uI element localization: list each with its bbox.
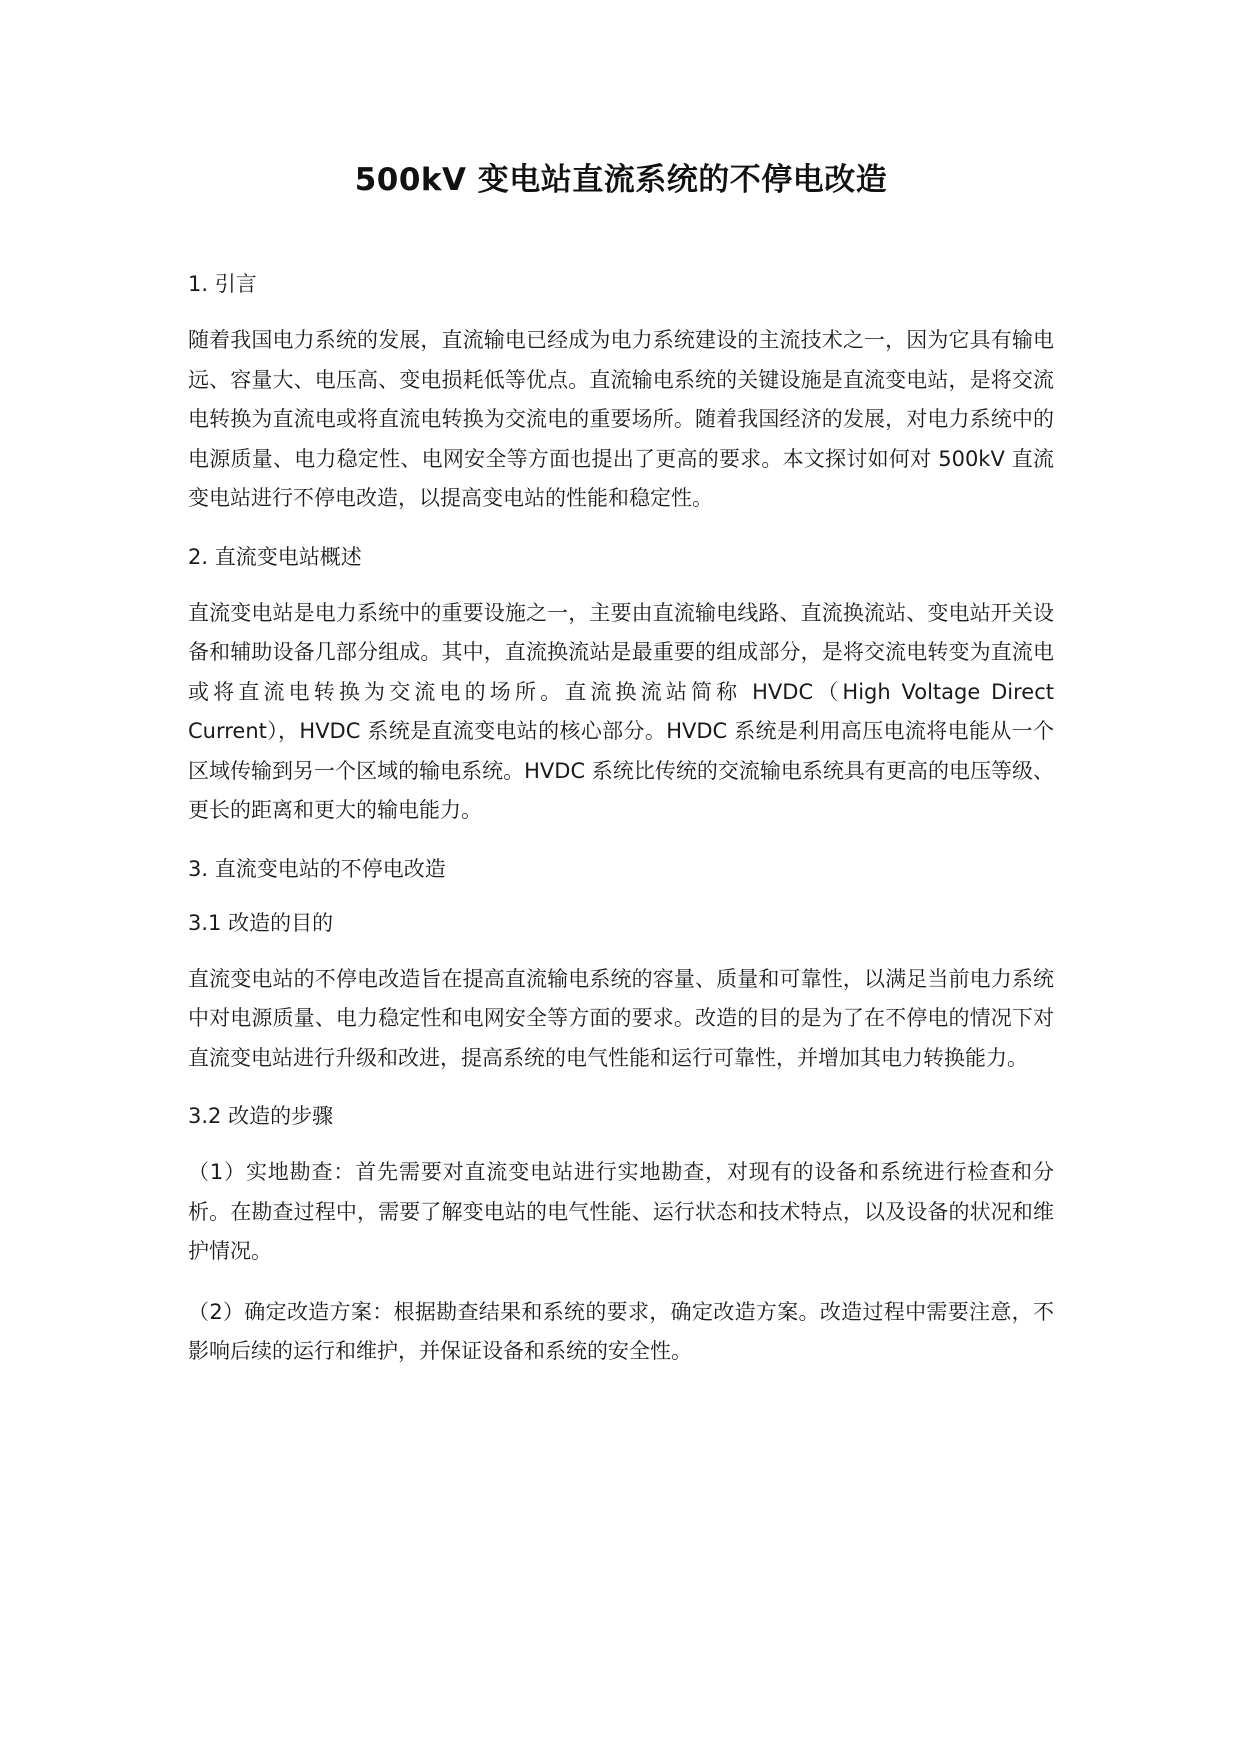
paragraph-purpose: 直流变电站的不停电改造旨在提高直流输电系统的容量、质量和可靠性，以满足当前电力系统中对电源质量、电力稳定性和电网安全等方面的要求。改造的目的是为了在不停电的情况下对直流变电站进行升级和改进，提高系统的电气性能和运行可靠性，并增加其电力转换能力。: [188, 966, 1054, 1070]
section-heading-introduction: 1. 引言: [188, 272, 257, 296]
document-title: 500kV 变电站直流系统的不停电改造: [354, 162, 888, 198]
document-body: [188, 160, 1054, 1372]
paragraph-introduction: 随着我国电力系统的发展，直流输电已经成为电力系统建设的主流技术之一，因为它具有输电远、容量大、电压高、变电损耗低等优点。直流输电系统的关键设施是直流变电站，是将交流电转换为直流电或将直流电转换为交流电的重要场所。随着我国经济的发展，对电力系统中的电源质量、电力稳定性、电网安全等方面也提出了更高的要求。本文探讨如何对 500kV 直流变电站进行不停电改造，以提高变电站的性能和稳定性。: [188, 328, 1054, 510]
paragraph-step-2: （2）确定改造方案：根据勘查结果和系统的要求，确定改造方案。改造过程中需要注意，不影响后续的运行和维护，并保证设备和系统的安全性。: [188, 1299, 1054, 1363]
section-heading-overview: 2. 直流变电站概述: [188, 544, 362, 569]
paragraph-step-1: （1）实地勘查：首先需要对直流变电站进行实地勘查，对现有的设备和系统进行检查和分析。在勘查过程中，需要了解变电站的电气性能、运行状态和技术特点，以及设备的状况和维护情况。: [188, 1160, 1054, 1263]
subsection-heading-steps: 3.2 改造的步骤: [188, 1104, 334, 1128]
paragraph-overview: 直流变电站是电力系统中的重要设施之一，主要由直流输电线路、直流换流站、变电站开关设备和辅助设备几部分组成。其中，直流换流站是最重要的组成部分，是将交流电转变为直流电或将直流电转换为交流电的场所。直流换流站简称 HVDC（High Voltage Direct Current），HVDC 系统是直流变电站的核心部分。HVDC 系统是利用高压电流将电能从一个区域传输到另一个区域的输电系统。HVDC 系统比传统的交流输电系统具有更高的电压等级、更长的距离和更大的输电能力。: [188, 600, 1054, 822]
section-heading-retrofit: 3. 直流变电站的不停电改造: [188, 856, 446, 881]
subsection-heading-purpose: 3.1 改造的目的: [188, 910, 334, 935]
